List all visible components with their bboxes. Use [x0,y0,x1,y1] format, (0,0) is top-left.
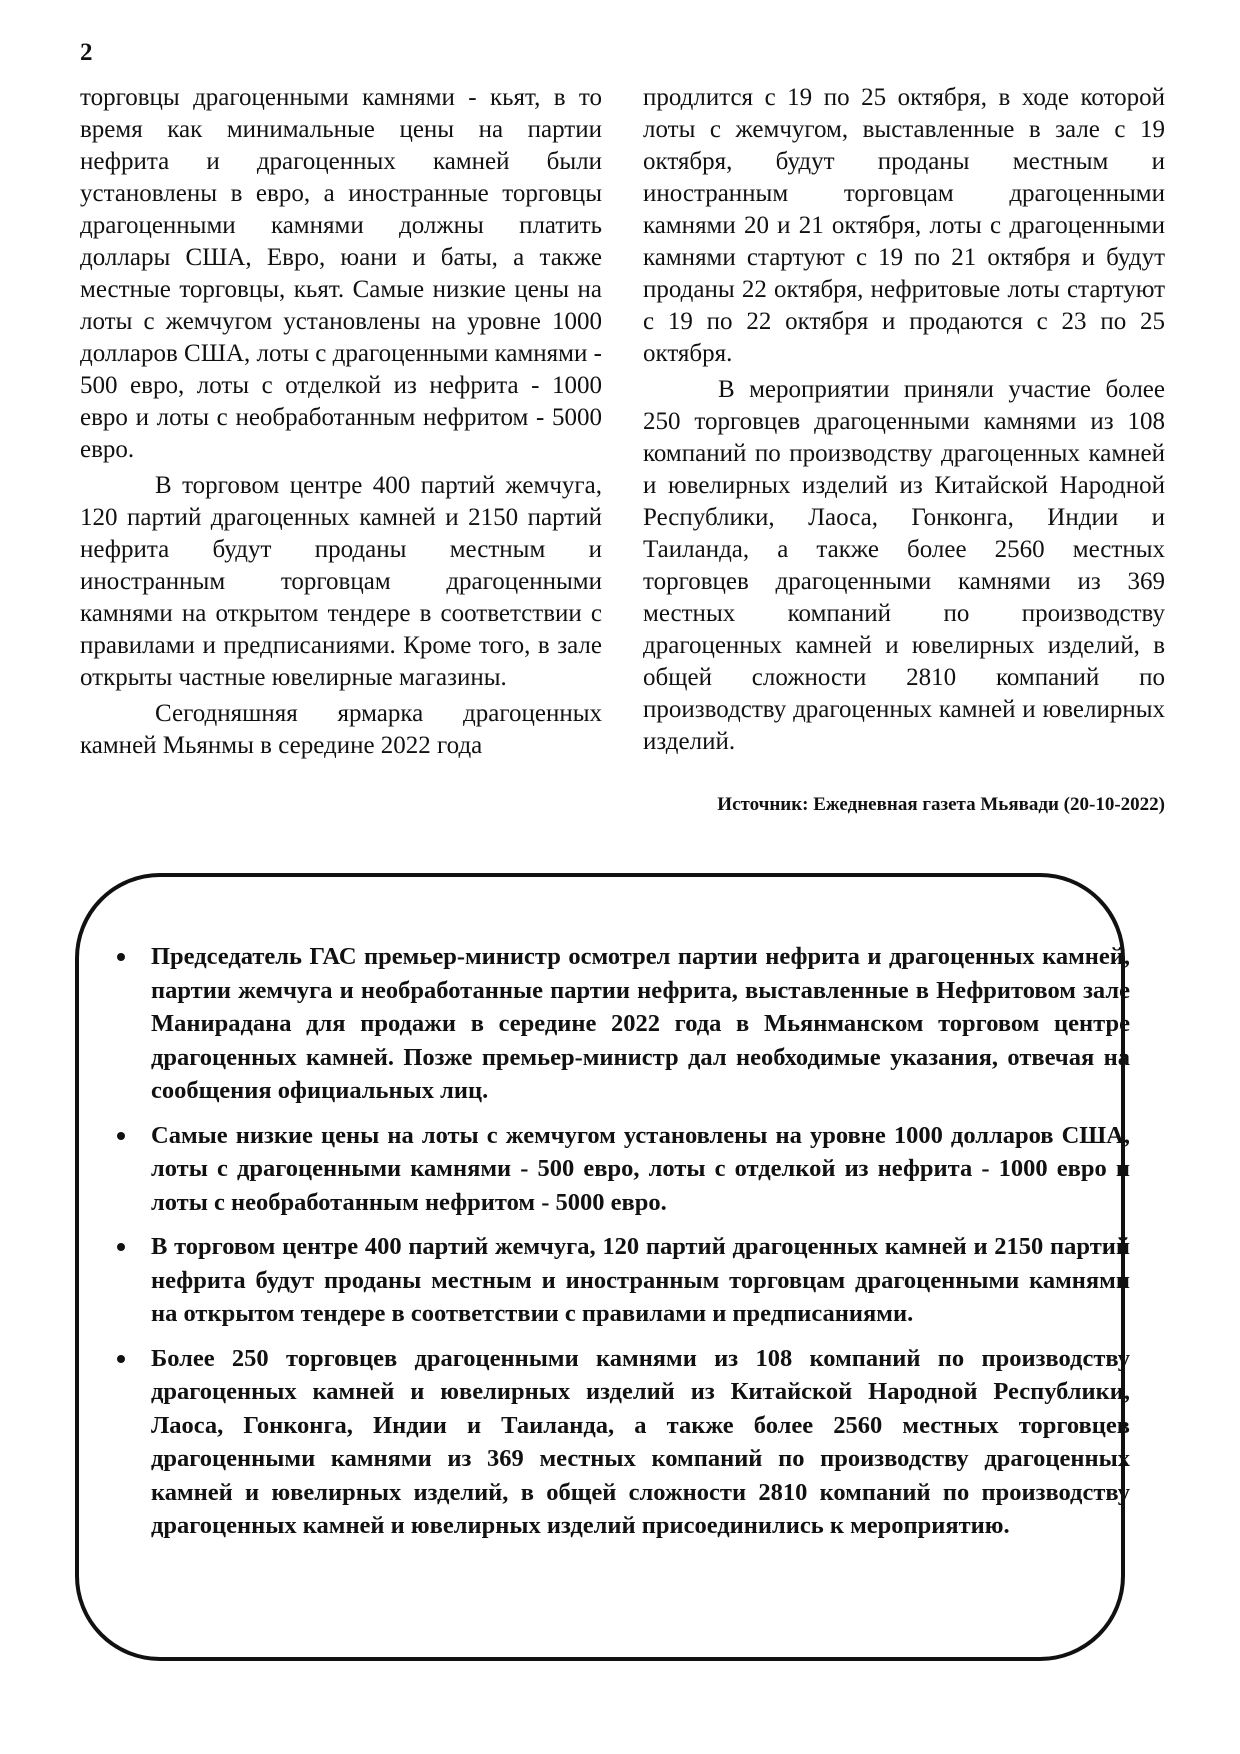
bullet-icon [117,1355,125,1363]
bullet-icon [117,953,125,961]
highlight-item [117,1342,1130,1543]
bullet-icon [117,1132,125,1140]
article-paragraph: В мероприятии приняли участие более 250 торговцев драгоценными камнями из 108 компаний по производству драгоценных камней и ювелирных изделий из Китайской Народной Республики, Лаоса, Гонконга, Индии и Таиланда, а также более 2560 местных торговцев драгоценными камнями из 369 местных компаний по производству драгоценных камней и ювелирных изделий, в общей сложности 2810 компаний по производству драгоценных камней и ювелирных изделий. [643,376,1165,755]
bullet-icon [117,1243,125,1251]
highlights-list [117,940,1130,1554]
highlight-text: В торговом центре 400 партий жемчуга, 120 партий драгоценных камней и 2150 партий нефрита будут проданы местным и иностранным торговцам драгоценными камнями на открытом тендере в соответствии с правилами и предписаниями. [151,1233,1130,1327]
highlight-text: Более 250 торговцев драгоценными камнями из 108 компаний по производству драгоценных камней и ювелирных изделий из Китайской Народной Республики, Лаоса, Гонконга, Индии и Таиланда, а также более 2560 местных торговцев драгоценными камнями из 369 местных компаний по производству драгоценных камней и ювелирных изделий, в общей сложности 2810 компаний по производству драгоценных камней и ювелирных изделий присоединились к мероприятию. [151,1344,1130,1539]
article-paragraph: продлится с 19 по 25 октября, в ходе которой лоты с жемчугом, выставленные в зале с 19 октября, будут проданы местным и иностранным торговцам драгоценными камнями 20 и 21 октября, лоты с драгоценными камнями стартуют с 19 по 21 октября и будут проданы 22 октября, нефритовые лоты стартуют с 19 по 22 октября и продаются с 23 по 25 октября. [643,84,1165,367]
article-column-left [80,82,602,766]
highlight-item [117,940,1130,1108]
highlight-text: Председатель ГАС премьер-министр осмотрел партии нефрита и драгоценных камней, партии жемчуга и необработанные партии нефрита, выставленные в Нефритовом зале Манирадана для продажи в середине 2022 года в Мьянманском торговом центре драгоценных камней. Позже премьер-министр дал необходимые указания, отвечая на сообщения официальных лиц. [151,943,1130,1104]
highlight-item [117,1119,1130,1220]
highlight-text: Самые низкие цены на лоты с жемчугом установлены на уровне 1000 долларов США, лоты с драгоценными камнями - 500 евро, лоты с отделкой из нефрита - 1000 евро и лоты с необработанным нефритом - 5000 евро. [151,1121,1130,1216]
page-number: 2 [80,39,93,66]
article-columns [80,82,1165,842]
article-paragraph: торговцы драгоценными камнями - кьят, в то время как минимальные цены на партии нефрита и драгоценных камней были установлены в евро, а иностранные торговцы драгоценными камнями должны платить доллары США, Евро, юани и баты, а также местные торговцы, кьят. Самые низкие цены на лоты с жемчугом установлены на уровне 1000 долларов США, лоты с драгоценными камнями - 500 евро, лоты с отделкой из нефрита - 1000 евро и лоты с необработанным нефритом - 5000 евро. [80,84,602,463]
article-paragraph: Сегодняшняя ярмарка драгоценных камней Мьянмы в середине 2022 года [80,700,602,759]
source-credit: Источник: Ежедневная газета Мьявади (20-10-2022) [717,794,1165,815]
article-column-right [643,82,1165,762]
article-paragraph: В торговом центре 400 партий жемчуга, 120 партий драгоценных камней и 2150 партий нефрита будут проданы местным и иностранным торговцам драгоценными камнями на открытом тендере в соответствии с правилами и предписаниями. Кроме того, в зале открыты частные ювелирные магазины. [80,472,602,691]
highlight-item [117,1230,1130,1331]
